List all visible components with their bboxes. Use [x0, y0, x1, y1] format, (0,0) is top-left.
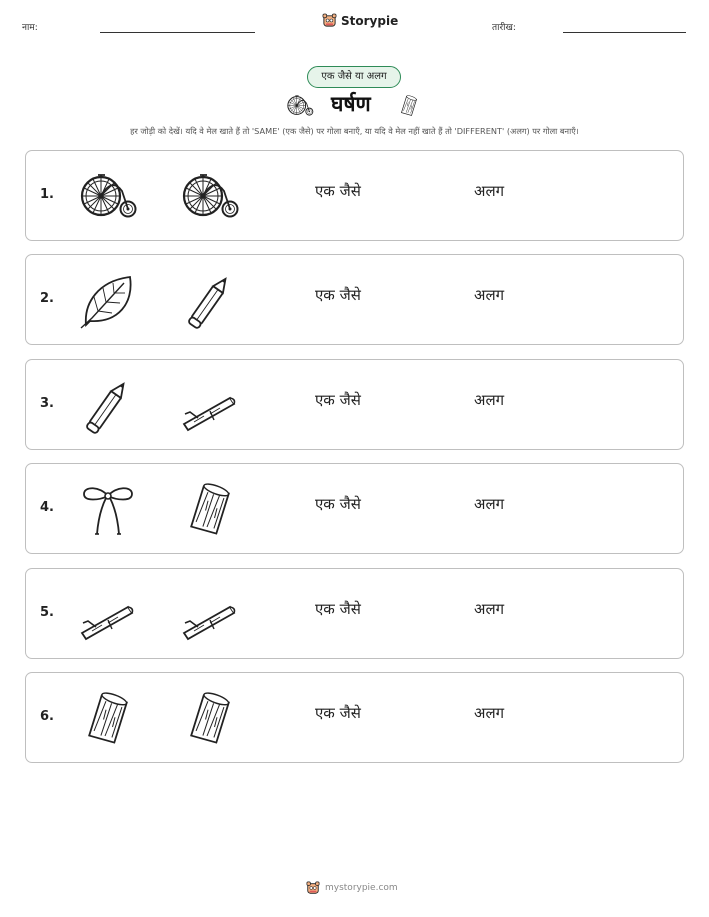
penny-farthing-bicycle-icon — [78, 169, 138, 225]
same-option[interactable]: एक जैसे — [315, 704, 361, 722]
penny-farthing-bicycle-icon — [180, 169, 240, 225]
tree-bark-icon — [397, 92, 421, 120]
question-number: 5. — [40, 604, 54, 620]
instructions: हर जोड़ी को देखें। यदि वे मेल खाते हैं तो 'SAME' (एक जैसे) पर गोला बनाएँ, या यदि वे मेल नहीं खाते हैं तो 'DIFFERENT' (अलग) पर गोला बनाएँ। — [130, 126, 579, 136]
tree-bark-icon — [180, 691, 240, 747]
different-option[interactable]: अलग — [474, 495, 505, 514]
twig-icon — [78, 587, 138, 643]
same-option[interactable]: एक जैसे — [315, 390, 361, 409]
question-card — [25, 359, 684, 450]
different-option[interactable]: अलग — [474, 286, 505, 305]
twig-icon — [180, 378, 240, 434]
date-label: तारीख: — [492, 23, 516, 33]
footer-site: mystorypie.com — [325, 883, 398, 893]
name-label: नाम: — [22, 23, 38, 33]
different-option[interactable]: अलग — [474, 390, 505, 409]
tree-bark-icon — [180, 482, 240, 538]
same-option[interactable]: एक जैसे — [315, 286, 361, 305]
storypie-mascot-icon — [322, 13, 337, 28]
name-field[interactable] — [100, 32, 255, 33]
pencil-icon — [180, 273, 240, 329]
storypie-mascot-icon — [306, 881, 320, 895]
brand-name: Storypie — [341, 13, 399, 28]
different-option[interactable]: अलग — [474, 599, 505, 618]
twig-icon — [180, 587, 240, 643]
same-option[interactable]: एक जैसे — [315, 599, 361, 618]
different-option[interactable]: अलग — [474, 182, 505, 200]
question-card — [25, 463, 684, 554]
ribbon-bow-icon — [78, 482, 138, 538]
question-card — [25, 150, 684, 241]
question-card — [25, 568, 684, 659]
question-card — [25, 672, 684, 763]
worksheet-title: घर्षण — [331, 92, 371, 116]
question-card — [25, 254, 684, 345]
footer — [306, 881, 398, 895]
different-option[interactable]: अलग — [474, 704, 505, 722]
bicycle-icon — [286, 92, 314, 120]
same-option[interactable]: एक जैसे — [315, 182, 361, 200]
topic-badge: एक जैसे या अलग — [307, 66, 401, 88]
question-number: 4. — [40, 500, 54, 516]
leaf-icon — [78, 273, 138, 329]
same-option[interactable]: एक जैसे — [315, 495, 361, 514]
question-number: 2. — [40, 291, 54, 307]
tree-bark-icon — [78, 691, 138, 747]
date-field[interactable] — [563, 32, 686, 33]
question-number: 3. — [40, 395, 54, 411]
pencil-icon — [78, 378, 138, 434]
brand-logo — [322, 13, 398, 28]
question-number: 1. — [40, 187, 54, 202]
question-number: 6. — [40, 709, 54, 724]
